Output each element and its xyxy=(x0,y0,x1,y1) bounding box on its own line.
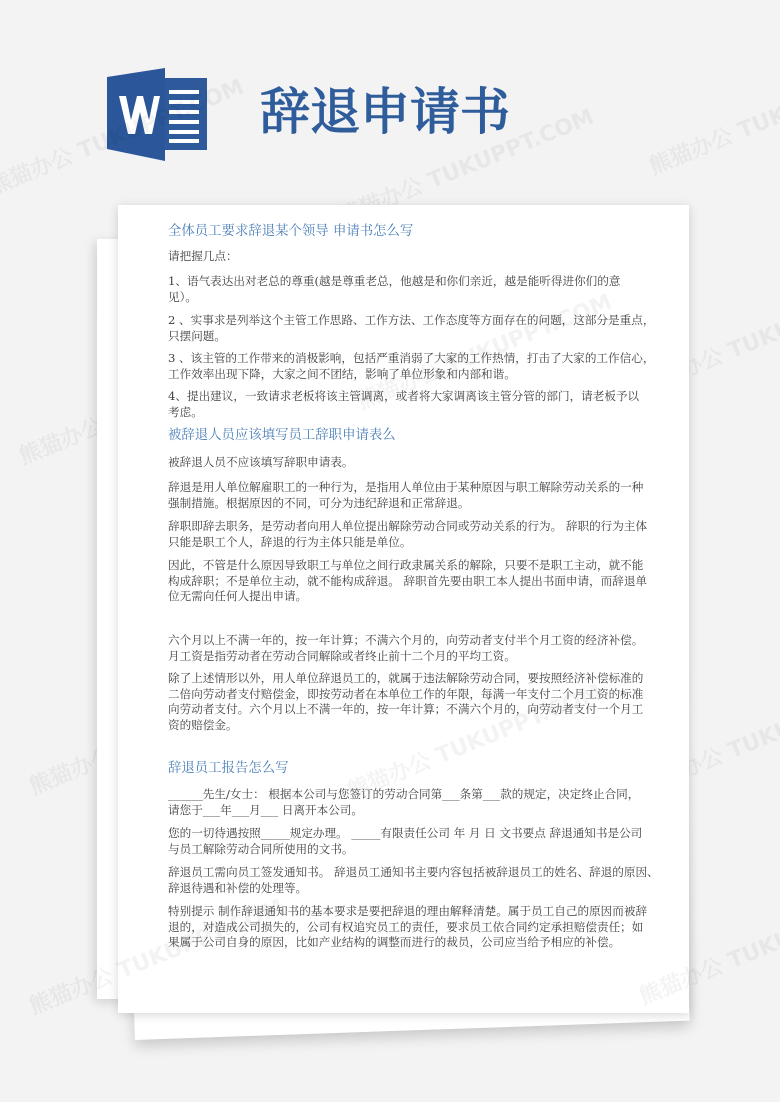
paragraph xyxy=(168,313,654,344)
page-title: 辞退申请书 xyxy=(260,82,510,141)
text-line: 构成辞职；不是单位主动，就不能构成辞退。 辞职首先要由职工本人提出书面申请，而辞退单 xyxy=(168,573,648,588)
watermark xyxy=(644,50,780,181)
microsoft-word-icon xyxy=(107,68,208,161)
paragraph xyxy=(168,865,659,896)
text-line: 请把握几点： xyxy=(168,249,238,263)
text-line: 二倍向劳动者支付赔偿金，即按劳动者在本单位工作的年限，每满一年支付二个月工资的标准 xyxy=(168,686,644,701)
text-line: 只能是职工个人，辞退的行为主体只能是单位。 xyxy=(168,534,412,549)
text-line: 位无需向任何人提出申请。 xyxy=(168,589,308,603)
text-line: 3 、该主管的工作带来的消极影响，包括严重消弱了大家的工作热情，打击了大家的工作信心， xyxy=(168,351,655,365)
text-line: 工作效率出现下降，大家之间不团结，影响了单位形象和内部和谐。 xyxy=(168,366,516,381)
text-line: 特别提示 制作辞退通知书的基本要求是要把辞退的理由解释清楚。属于员工自己的原因而被辞 xyxy=(168,904,648,918)
paragraph xyxy=(168,480,643,511)
document-page xyxy=(118,205,689,1013)
text-line: 您的一切待遇按照_____规定办理。 _____有限责任公司 年 月 日 文书要点 辞退通知书是公司 xyxy=(168,826,643,840)
paragraph xyxy=(168,633,643,664)
paragraph xyxy=(168,455,354,471)
text-line: 4、提出建议，一致请求老板将该主管调离，或者将大家调离该主管分管的部门，请老板予以 xyxy=(168,389,640,403)
paragraph xyxy=(168,671,643,733)
text-line: 与员工解除劳动合同所使用的文书。 xyxy=(168,841,354,856)
text-line: 六个月以上不满一年的，按一年计算；不满六个月的，向劳动者支付半个月工资的经济补偿。 xyxy=(168,633,644,647)
section-heading: 被辞退人员应该填写员工辞职申请表么 xyxy=(168,428,396,443)
text-line: 2 、实事求是列举这个主管工作思路、工作方法、工作态度等方面存在的问题，这部分是重点， xyxy=(168,313,655,327)
text-line: 强制措施。根据原因的不同，可分为违纪辞退和正常辞退。 xyxy=(168,495,470,510)
paragraph xyxy=(168,351,654,382)
text-line: 月工资是指劳动者在劳动合同解除或者终止前十二个月的平均工资。 xyxy=(168,648,516,663)
section-heading: 全体员工要求辞退某个领导 申请书怎么写 xyxy=(168,224,414,239)
section-heading: 辞退员工报告怎么写 xyxy=(168,761,289,776)
paragraph xyxy=(168,274,620,305)
text-line: 1、语气表达出对老总的尊重(越是尊重老总，他越是和你们亲近，越是能听得进你们的意 xyxy=(168,274,621,288)
text-line: 退的，对造成公司损失的，公司有权追究员工的责任，要求员工依合同约定承担赔偿责任；如 xyxy=(168,919,644,934)
text-line: 除了上述情形以外，用人单位辞退员工的，就属于违法解除劳动合同，要按照经济补偿标准的 xyxy=(168,671,644,685)
text-line: 因此，不管是什么原因导致职工与单位之间行政隶属关系的解除，只要不是职工主动，就不能 xyxy=(168,558,644,572)
text-line: 资的赔偿金。 xyxy=(168,717,238,732)
text-line: 见）。 xyxy=(168,289,197,304)
paragraph xyxy=(168,904,647,951)
text-line: 被辞退人员不应该填写辞职申请表。 xyxy=(168,455,354,469)
paragraph xyxy=(168,826,642,857)
paragraph xyxy=(168,519,647,550)
text-line: 考虑。 xyxy=(168,404,203,419)
text-line: 果属于公司自身的原因，比如产业结构的调整而进行的裁员，公司应当给予相应的补偿。 xyxy=(168,935,621,949)
text-line: 向劳动者支付。六个月以上不满一年的，按一年计算；不满六个月的，向劳动者支付一个月工 xyxy=(168,702,644,716)
text-line: 辞退是用人单位解雇职工的一种行为，是指用人单位由于某种原因与职工解除劳动关系的一种 xyxy=(168,480,644,494)
paragraph xyxy=(168,558,647,605)
text-line: ______先生/女士： 根据本公司与您签订的劳动合同第___条第___款的规定，决定终止合同， xyxy=(168,787,640,801)
text-line: 辞职即辞去职务，是劳动者向用人单位提出解除劳动合同或劳动关系的行为。 辞职的行为主体 xyxy=(168,519,648,533)
text-line: 辞退待遇和补偿的处理等。 xyxy=(168,880,308,895)
text-line: 请您于___年___月___ 日离开本公司。 xyxy=(168,802,363,817)
text-line: 只摆问题。 xyxy=(168,328,226,343)
paragraph xyxy=(168,787,639,818)
text-line: 辞退员工需向员工签发通知书。 辞退员工通知书主要内容包括被辞退员工的姓名、辞退的原因、 xyxy=(168,865,659,879)
paragraph xyxy=(168,389,639,420)
paragraph xyxy=(168,249,238,265)
